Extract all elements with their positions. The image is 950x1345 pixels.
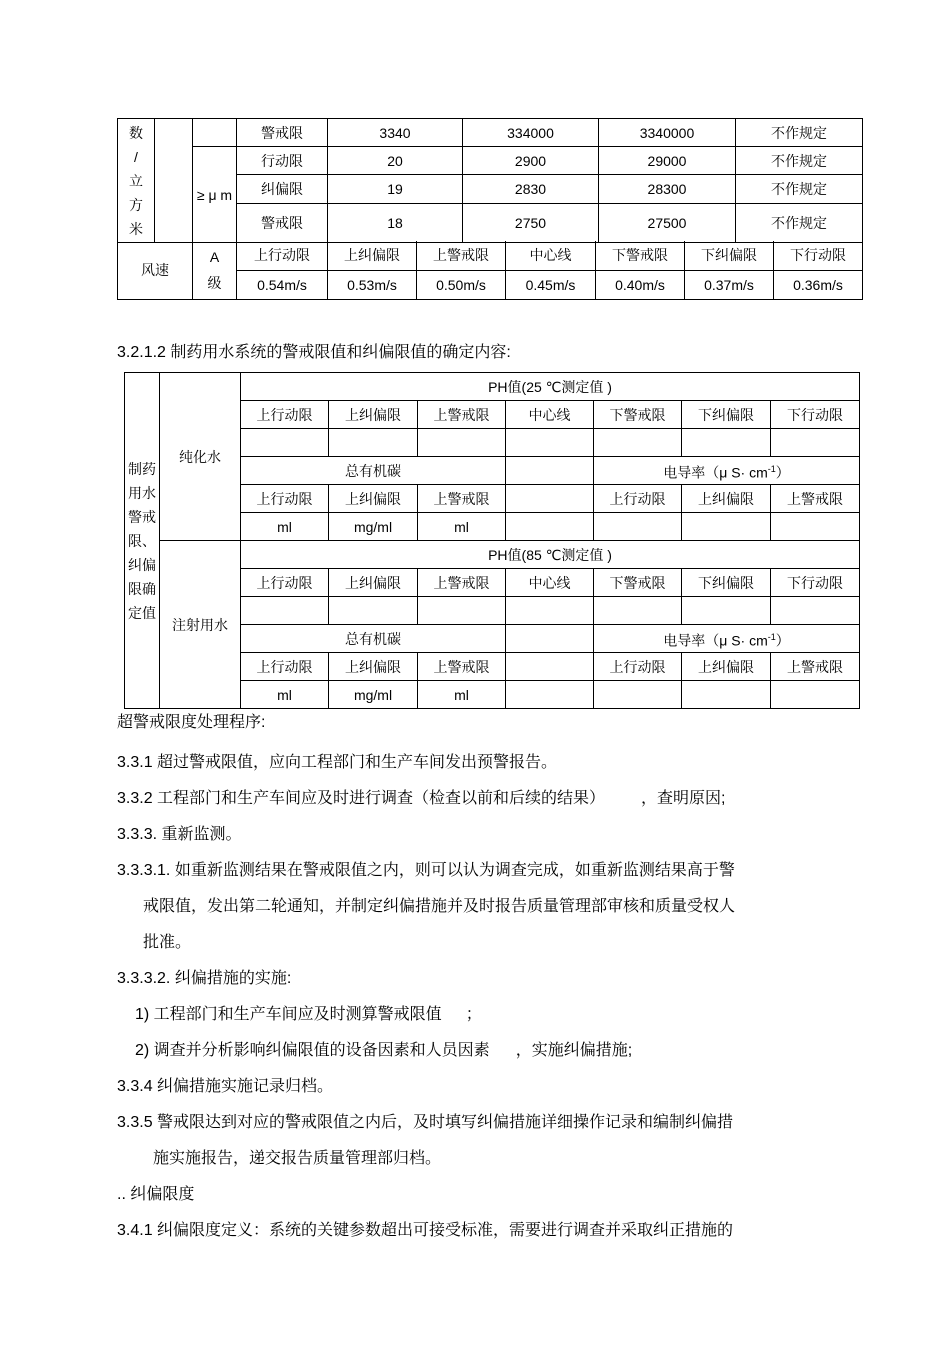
table-cell: 3340000 bbox=[599, 119, 736, 147]
empty-cell bbox=[506, 513, 594, 541]
toc-title: 总有机碳 bbox=[241, 625, 506, 653]
conductivity-title: 电导率（μ $S\cdot cm^{-1}$） bbox=[594, 457, 860, 485]
water-limit-table bbox=[124, 372, 860, 709]
table-cell: 0.53m/s bbox=[328, 270, 417, 299]
section-34-heading: .. 纠偏限度 bbox=[117, 1186, 195, 1203]
unit-cell: ml bbox=[241, 513, 329, 541]
column-header: 下纠偏限 bbox=[682, 569, 771, 597]
empty-cell bbox=[771, 597, 860, 625]
ph-title: PH值(25 ℃测定值 ) bbox=[241, 373, 860, 401]
column-header: 下行动限 bbox=[774, 241, 863, 270]
table-cell: 18 bbox=[328, 204, 463, 243]
column-header: 上行动限 bbox=[594, 485, 682, 513]
column-header: 上行动限 bbox=[241, 485, 329, 513]
column-header: 上警戒限 bbox=[417, 241, 506, 270]
empty-cell bbox=[771, 681, 860, 709]
paragraph-335-line1: 3.3.5 警戒限达到对应的警戒限值之内后，及时填写纠偏措施详细操作记录和编制纠偏措 bbox=[117, 1114, 734, 1131]
toc-title: 总有机碳 bbox=[241, 457, 506, 485]
conductivity-title: 电导率（μ $S\cdot cm^{-1}$） bbox=[594, 625, 860, 653]
table-cell: 0.45m/s bbox=[506, 270, 596, 299]
empty-cell bbox=[506, 597, 594, 625]
paragraph-332: 3.3.2 工程部门和生产车间应及时进行调查（检查以前和后续的结果） ，查明原因; bbox=[117, 790, 726, 807]
empty-cell bbox=[594, 429, 682, 457]
column-header: 下纠偏限 bbox=[685, 241, 774, 270]
column-header: 中心线 bbox=[506, 241, 596, 270]
column-header: 上警戒限 bbox=[418, 485, 506, 513]
column-header: 上纠偏限 bbox=[328, 241, 417, 270]
column-header: 下行动限 bbox=[771, 569, 860, 597]
paragraph-334: 3.3.4 纠偏措施实施记录归档。 bbox=[117, 1078, 334, 1095]
grade-label: A 级 bbox=[193, 241, 237, 299]
empty-cell bbox=[155, 119, 193, 243]
unit-cell: ml bbox=[418, 681, 506, 709]
table-cell: 不作规定 bbox=[736, 204, 863, 243]
column-header: 上警戒限 bbox=[418, 569, 506, 597]
table-cell: 19 bbox=[328, 175, 463, 204]
paragraph-341: 3.4.1 纠偏限度定义：系统的关键参数超出可接受标准，需要进行调查并采取纠正措施的 bbox=[117, 1222, 734, 1239]
table-cell: 0.40m/s bbox=[596, 270, 685, 299]
empty-cell bbox=[594, 681, 682, 709]
empty-cell bbox=[506, 429, 594, 457]
column-header: 上行动限 bbox=[241, 569, 329, 597]
empty-cell bbox=[771, 513, 860, 541]
paragraph-3331-line2: 戒限值，发出第二轮通知，并制定纠偏措施并及时报告质量管理部审核和质量受权人 bbox=[143, 898, 736, 915]
heading-over-alert: 超警戒限度处理程序: bbox=[117, 714, 266, 731]
wind-speed-label: 风速 bbox=[118, 241, 193, 299]
table-cell: 不作规定 bbox=[736, 147, 863, 175]
empty-cell bbox=[241, 597, 329, 625]
empty-cell bbox=[506, 653, 594, 681]
empty-cell bbox=[418, 597, 506, 625]
injection-water-label: 注射用水 bbox=[160, 541, 241, 709]
table-cell: 0.36m/s bbox=[774, 270, 863, 299]
column-header: 中心线 bbox=[506, 569, 594, 597]
paragraph-3331-line1: 3.3.3.1. 如重新监测结果在警戒限值之内，则可以认为调查完成，如重新监测结果高于警 bbox=[117, 862, 735, 879]
empty-cell bbox=[241, 429, 329, 457]
column-header: 下警戒限 bbox=[594, 401, 682, 429]
row-label: 纠偏限 bbox=[237, 175, 328, 204]
table-cell: 不作规定 bbox=[736, 119, 863, 147]
empty-cell bbox=[771, 429, 860, 457]
table-cell: 2900 bbox=[463, 147, 599, 175]
row-label: 警戒限 bbox=[237, 119, 328, 147]
empty-cell bbox=[329, 597, 418, 625]
empty-cell bbox=[329, 429, 418, 457]
purified-water-label: 纯化水 bbox=[160, 373, 241, 541]
empty-cell bbox=[594, 597, 682, 625]
paragraph-331: 3.3.1 超过警戒限值，应向工程部门和生产车间发出预警报告。 bbox=[117, 754, 558, 771]
table-cell: 0.37m/s bbox=[685, 270, 774, 299]
column-header: 上行动限 bbox=[237, 241, 328, 270]
row-label: 行动限 bbox=[237, 147, 328, 175]
paragraph-333: 3.3.3. 重新监测。 bbox=[117, 826, 242, 843]
table-cell: 不作规定 bbox=[736, 175, 863, 204]
column-header: 上警戒限 bbox=[418, 653, 506, 681]
empty-cell bbox=[506, 681, 594, 709]
table-cell: 0.50m/s bbox=[417, 270, 506, 299]
unit-cell: mg/ml bbox=[329, 681, 418, 709]
row-label: 警戒限 bbox=[237, 204, 328, 243]
column-header: 上警戒限 bbox=[418, 401, 506, 429]
water-limit-side-label: 制药 用水 警戒 限、 纠偏 限确 定值 bbox=[125, 373, 160, 709]
empty-cell bbox=[418, 429, 506, 457]
column-header: 上行动限 bbox=[241, 653, 329, 681]
paragraph-3332: 3.3.3.2. 纠偏措施的实施: bbox=[117, 970, 292, 987]
section-heading-3212: 3.2.1.2 制药用水系统的警戒限值和纠偏限值的确定内容: bbox=[117, 344, 511, 361]
list-item-1: 1) 工程部门和生产车间应及时测算警戒限值 ； bbox=[135, 1006, 482, 1023]
list-item-2: 2) 调查并分析影响纠偏限值的设备因素和人员因素 ，实施纠偏措施; bbox=[135, 1042, 633, 1059]
column-header: 上警戒限 bbox=[771, 485, 860, 513]
column-header: 上纠偏限 bbox=[682, 653, 771, 681]
column-header: 上纠偏限 bbox=[329, 401, 418, 429]
table-cell: 29000 bbox=[599, 147, 736, 175]
count-per-m3-label: 数 / 立 方 米 bbox=[118, 119, 155, 243]
table-cell: 28300 bbox=[599, 175, 736, 204]
paragraph-3331-line3: 批准。 bbox=[143, 934, 192, 951]
empty-cell bbox=[682, 681, 771, 709]
table-cell: 334000 bbox=[463, 119, 599, 147]
empty-cell bbox=[506, 457, 594, 485]
table-cell: 0.54m/s bbox=[237, 270, 328, 299]
particle-size-label: ≥ μ m bbox=[193, 147, 237, 243]
wind-speed-table bbox=[117, 241, 863, 300]
particle-limit-table bbox=[117, 118, 863, 243]
ph-title: PH值(85 ℃测定值 ) bbox=[241, 541, 860, 569]
column-header: 上行动限 bbox=[241, 401, 329, 429]
unit-cell: mg/ml bbox=[329, 513, 418, 541]
empty-cell bbox=[193, 119, 237, 147]
table-cell: 2830 bbox=[463, 175, 599, 204]
empty-cell bbox=[506, 485, 594, 513]
empty-cell bbox=[682, 513, 771, 541]
column-header: 上行动限 bbox=[594, 653, 682, 681]
column-header: 上纠偏限 bbox=[329, 653, 418, 681]
paragraph-335-line2: 施实施报告，递交报告质量管理部归档。 bbox=[153, 1150, 442, 1167]
empty-cell bbox=[594, 513, 682, 541]
unit-cell: ml bbox=[241, 681, 329, 709]
empty-cell bbox=[682, 597, 771, 625]
column-header: 下警戒限 bbox=[594, 569, 682, 597]
column-header: 下警戒限 bbox=[596, 241, 685, 270]
column-header: 上纠偏限 bbox=[329, 485, 418, 513]
empty-cell bbox=[682, 429, 771, 457]
column-header: 上纠偏限 bbox=[682, 485, 771, 513]
table-cell: 20 bbox=[328, 147, 463, 175]
column-header: 上警戒限 bbox=[771, 653, 860, 681]
table-cell: 3340 bbox=[328, 119, 463, 147]
empty-cell bbox=[506, 625, 594, 653]
table-cell: 27500 bbox=[599, 204, 736, 243]
table-cell: 2750 bbox=[463, 204, 599, 243]
unit-cell: ml bbox=[418, 513, 506, 541]
column-header: 中心线 bbox=[506, 401, 594, 429]
column-header: 下行动限 bbox=[771, 401, 860, 429]
column-header: 下纠偏限 bbox=[682, 401, 771, 429]
column-header: 上纠偏限 bbox=[329, 569, 418, 597]
